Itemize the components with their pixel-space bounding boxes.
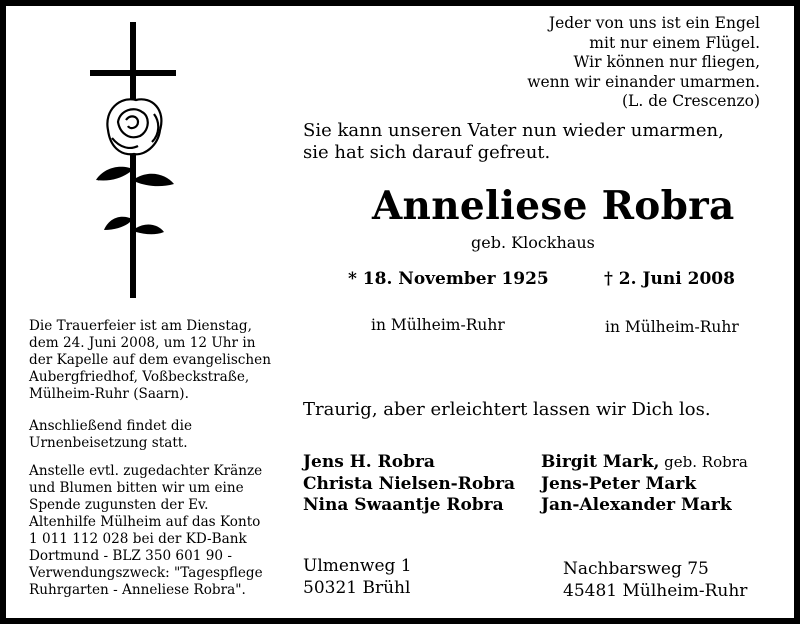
text-line: Verwendungszweck: "Tagespflege <box>29 565 263 581</box>
intro-line: sie hat sich darauf gefreut. <box>303 142 551 163</box>
intro-text <box>303 120 724 164</box>
family-member: Jan-Alexander Mark <box>541 495 732 515</box>
family-member-maiden: geb. Robra <box>659 453 748 471</box>
text-line: Die Trauerfeier ist am Dienstag, <box>29 318 252 334</box>
address-line: Nachbarsweg 75 <box>563 559 709 579</box>
text-line: Anstelle evtl. zugedachter Kränze <box>29 463 263 479</box>
birth-date: * 18. November 1925 <box>348 269 549 289</box>
text-line: 1 011 112 028 bei der KD-Bank <box>29 531 247 547</box>
poem-line: Jeder von uns ist ein Engel <box>548 14 760 32</box>
address-left <box>303 556 412 599</box>
poem-block <box>527 14 760 112</box>
burial-info-paragraph <box>29 418 274 452</box>
family-member: Christa Nielsen-Robra <box>303 473 516 494</box>
maiden-name: geb. Klockhaus <box>471 233 595 252</box>
birth-place: in Mülheim-Ruhr <box>371 316 505 334</box>
text-line: Anschließend findet die <box>29 418 193 434</box>
deceased-name: Anneliese Robra <box>372 183 735 229</box>
text-line: Dortmund - BLZ 350 601 90 - <box>29 548 232 564</box>
text-line: Aubergfriedhof, Voßbeckstraße, <box>29 369 250 385</box>
address-line: 50321 Brühl <box>303 577 411 598</box>
text-line: dem 24. Juni 2008, um 12 Uhr in <box>29 335 256 351</box>
text-line: Altenhilfe Mülheim auf das Konto <box>29 514 261 530</box>
death-place: in Mülheim-Ruhr <box>605 318 739 336</box>
text-line: und Blumen bitten wir um eine <box>29 480 244 496</box>
text-line: Mülheim-Ruhr (Saarn). <box>29 386 189 402</box>
cross-with-rose-icon <box>80 18 190 303</box>
mourning-line: Traurig, aber erleichtert lassen wir Dich los. <box>303 399 711 420</box>
family-member: Nina Swaantje Robra <box>303 495 504 515</box>
donation-info-paragraph <box>29 463 274 599</box>
text-line: der Kapelle auf dem evangelischen <box>29 352 271 368</box>
poem-line: mit nur einem Flügel. <box>589 33 760 52</box>
text-line: Spende zugunsten der Ev. <box>29 497 209 513</box>
family-member: Jens H. Robra <box>303 452 435 472</box>
text-line: Urnenbeisetzung statt. <box>29 435 188 451</box>
poem-author: (L. de Crescenzo) <box>622 92 760 110</box>
address-line: Ulmenweg 1 <box>303 556 412 576</box>
funeral-info-paragraph <box>29 318 274 403</box>
poem-line: Wir können nur fliegen, <box>573 53 760 71</box>
family-right <box>541 452 748 517</box>
family-member-name: Birgit Mark, <box>541 452 660 472</box>
address-right <box>563 559 747 602</box>
family-member <box>541 452 748 474</box>
poem-line: wenn wir einander umarmen. <box>527 72 760 91</box>
text-line: Ruhrgarten - Anneliese Robra". <box>29 582 246 598</box>
address-line: 45481 Mülheim-Ruhr <box>563 580 748 601</box>
death-date: † 2. Juni 2008 <box>604 269 735 289</box>
intro-line: Sie kann unseren Vater nun wieder umarmen, <box>303 120 724 141</box>
family-left <box>303 452 515 517</box>
family-member: Jens-Peter Mark <box>541 473 697 494</box>
